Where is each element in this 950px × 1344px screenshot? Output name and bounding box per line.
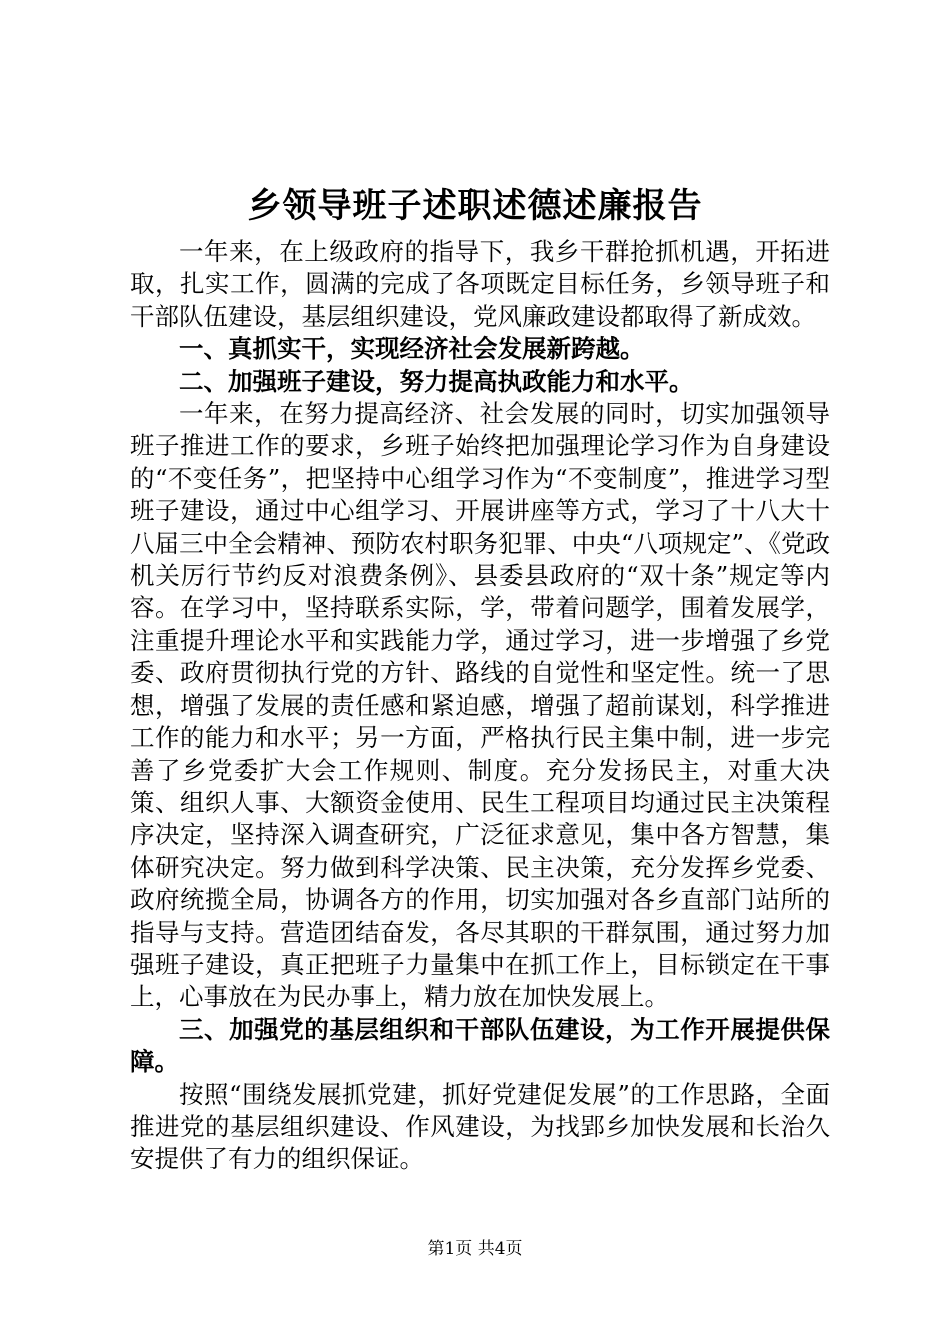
page-number-footer: 第1页 共4页 (427, 1239, 523, 1259)
document-title: 乡领导班子述职述德述廉报告 (247, 186, 703, 226)
section-heading-3: 三、加强党的基层组织和干部队伍建设，为工作开展提供保障。 (130, 1014, 830, 1077)
section-2-paragraph: 一年来，在努力提高经济、社会发展的同时，切实加强领导班子推进工作的要求，乡班子始终把加强理论学习作为自身建设的“不变任务”，把坚持中心组学习作为“不变制度”，推进学习型班子建设，通过中心组学习、开展讲座等方式，学习了十八大十八届三中全会精神、预防农村职务犯罪、中央“八项规定”、《党政机关厉行节约反对浪费条例》、县委县政府的“双十条”规定等内容。在学习中，坚持联系实际，学，带着问题学，围着发展学，注重提升理论水平和实践能力学，通过学习，进一步增强了乡党委、政府贯彻执行党的方针、路线的自觉性和坚定性。统一了思想，增强了发展的责任感和紧迫感，增强了超前谋划，科学推进工作的能力和水平；另一方面，严格执行民主集中制，进一步完善了乡党委扩大会工作规则、制度。充分发扬民主，对重大决策、组织人事、大额资金使用、民生工程项目均通过民主决策程序决定，坚持深入调查研究，广泛征求意见，集中各方智慧，集体研究决定。努力做到科学决策、民主决策，充分发挥乡党委、政府统揽全局，协调各方的作用，切实加强对各乡直部门站所的指导与支持。营造团结奋发，各尽其职的干群氛围，通过努力加强班子建设，真正把班子力量集中在抓工作上，目标锁定在干事上，心事放在为民办事上，精力放在加快发展上。 (130, 399, 830, 1012)
section-heading-2: 二、加强班子建设，努力提高执政能力和水平。 (179, 366, 694, 396)
intro-paragraph: 一年来，在上级政府的指导下，我乡干群抢抓机遇，开拓进取，扎实工作，圆满的完成了各项既定目标任务，乡领导班子和干部队伍建设，基层组织建设，党风廉政建设都取得了新成效。 (130, 237, 830, 331)
section-3-paragraph: 按照“围绕发展抓党建，抓好党建促发展”的工作思路，全面推进党的基层组织建设、作风建设，为找郢乡加快发展和长治久安提供了有力的组织保证。 (130, 1079, 830, 1174)
document-body (130, 236, 830, 1176)
section-heading-1: 一、真抓实干，实现经济社会发展新跨越。 (179, 334, 645, 364)
